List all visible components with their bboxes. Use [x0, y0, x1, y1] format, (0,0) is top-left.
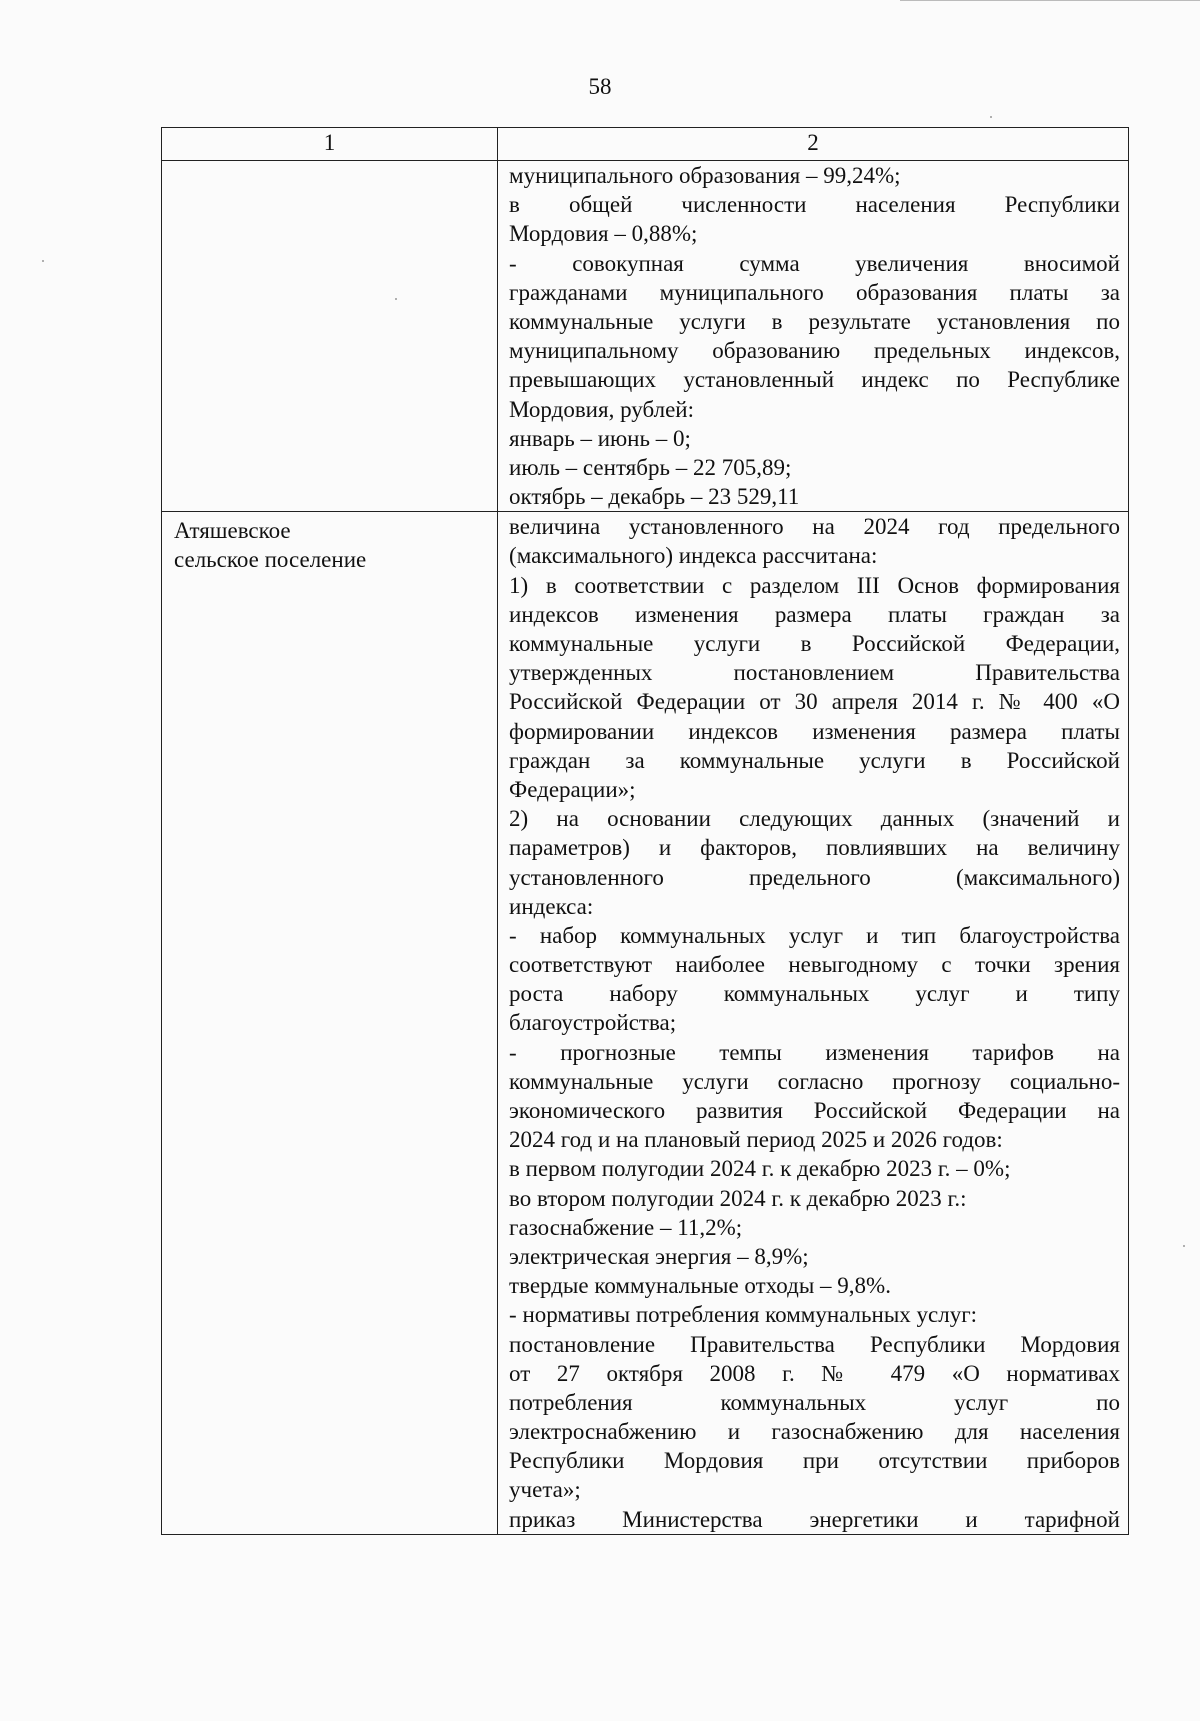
- text-line: - совокупная сумма увеличения вносимой: [509, 250, 1120, 276]
- text-line: в общей численности населения Республики: [509, 192, 1120, 218]
- text-line: коммунальные услуги в результате установления по: [509, 308, 1120, 334]
- row2-description-cell: [498, 512, 1129, 1535]
- text-line: муниципального образования – 99,24%;: [509, 163, 901, 188]
- column-header-2: 2: [498, 128, 1129, 161]
- text-line: (максимального) индекса рассчитана:: [509, 543, 878, 569]
- text-line: постановление Правительства Республики Мордовия: [509, 1331, 1120, 1357]
- text-line: параметров) и факторов, повлиявших на величину: [509, 835, 1120, 861]
- scan-speck: [42, 260, 44, 262]
- text-line: - нормативы потребления коммунальных услуг:: [509, 1302, 978, 1328]
- text-line: потребления коммунальных услуг по: [509, 1389, 1120, 1415]
- text-line: величина установленного на 2024 год предельного: [509, 514, 1120, 540]
- text-line: электроснабжению и газоснабжению для населения: [509, 1419, 1120, 1445]
- text-line: твердые коммунальные отходы – 9,8%.: [509, 1273, 891, 1299]
- text-line: Атяшевское: [174, 518, 291, 544]
- row1-municipality-cell: [162, 161, 498, 512]
- text-line: электрическая энергия – 8,9%;: [509, 1243, 809, 1269]
- text-line: граждан за коммунальные услуги в Российской: [509, 747, 1120, 773]
- table-row: [162, 161, 1129, 512]
- text-line: Мордовия, рублей:: [509, 396, 694, 422]
- text-line: приказ Министерства энергетики и тарифной: [509, 1506, 1120, 1532]
- text-line: - набор коммунальных услуг и тип благоустройства: [509, 922, 1120, 948]
- text-line: установленного предельного (максимального): [509, 864, 1120, 890]
- data-table: [161, 127, 1129, 1535]
- text-line: утвержденных постановлением Правительства: [509, 660, 1120, 686]
- text-line: в первом полугодии 2024 г. к декабрю 2023 г. – 0%;: [509, 1156, 1011, 1182]
- page-number: 58: [588, 74, 612, 99]
- text-line: формировании индексов изменения размера платы: [509, 718, 1120, 744]
- text-line: индекса:: [509, 893, 594, 919]
- text-line: 2024 год и на плановый период 2025 и 2026 годов:: [509, 1127, 1003, 1153]
- row2-municipality-cell: [162, 512, 498, 1535]
- text-line: Федерации»;: [509, 776, 636, 802]
- text-line: соответствуют наиболее невыгодному с точки зрения: [509, 952, 1120, 978]
- text-line: благоустройства;: [509, 1010, 677, 1036]
- text-line: индексов изменения размера платы граждан за: [509, 601, 1120, 627]
- text-line: сельское поселение: [174, 547, 367, 573]
- text-line: экономического развития Российской Федерации на: [509, 1098, 1120, 1123]
- text-line: - прогнозные темпы изменения тарифов на: [509, 1039, 1120, 1065]
- text-line: превышающих установленный индекс по Республике: [509, 367, 1120, 393]
- table-header-row: [162, 128, 1129, 161]
- text-line: от 27 октября 2008 г. № 479 «О нормативах: [509, 1360, 1120, 1386]
- text-line: коммунальные услуги в Российской Федерации,: [509, 631, 1120, 656]
- text-line: гражданами муниципального образования платы за: [509, 279, 1120, 305]
- text-line: Российской Федерации от 30 апреля 2014 г. № 400 «О: [509, 689, 1120, 715]
- row1-description-cell: [498, 161, 1129, 512]
- column-header-1: 1: [162, 128, 498, 161]
- text-line: Республики Мордовия при отсутствии приборов: [509, 1448, 1120, 1474]
- text-line: газоснабжение – 11,2%;: [509, 1214, 743, 1240]
- text-line: муниципальному образованию предельных индексов,: [509, 338, 1120, 364]
- text-line: во втором полугодии 2024 г. к декабрю 2023 г.:: [509, 1185, 967, 1211]
- scan-speck: [1183, 1245, 1185, 1247]
- text-line: роста набору коммунальных услуг и типу: [509, 981, 1120, 1007]
- text-line: январь – июнь – 0;: [509, 425, 691, 451]
- text-line: Мордовия – 0,88%;: [509, 221, 698, 247]
- table-row: [162, 512, 1129, 1535]
- text-line: июль – сентябрь – 22 705,89;: [509, 454, 792, 480]
- text-line: учета»;: [509, 1477, 581, 1503]
- text-line: 1) в соответствии с разделом III Основ формирования: [509, 572, 1120, 598]
- text-line: 2) на основании следующих данных (значений и: [509, 806, 1120, 832]
- scan-speck: [990, 116, 992, 118]
- scan-top-rule: [900, 0, 1200, 1]
- text-line: октябрь – декабрь – 23 529,11: [509, 484, 800, 510]
- text-line: коммунальные услуги согласно прогнозу социально-: [509, 1068, 1120, 1094]
- scan-speck: [395, 298, 397, 300]
